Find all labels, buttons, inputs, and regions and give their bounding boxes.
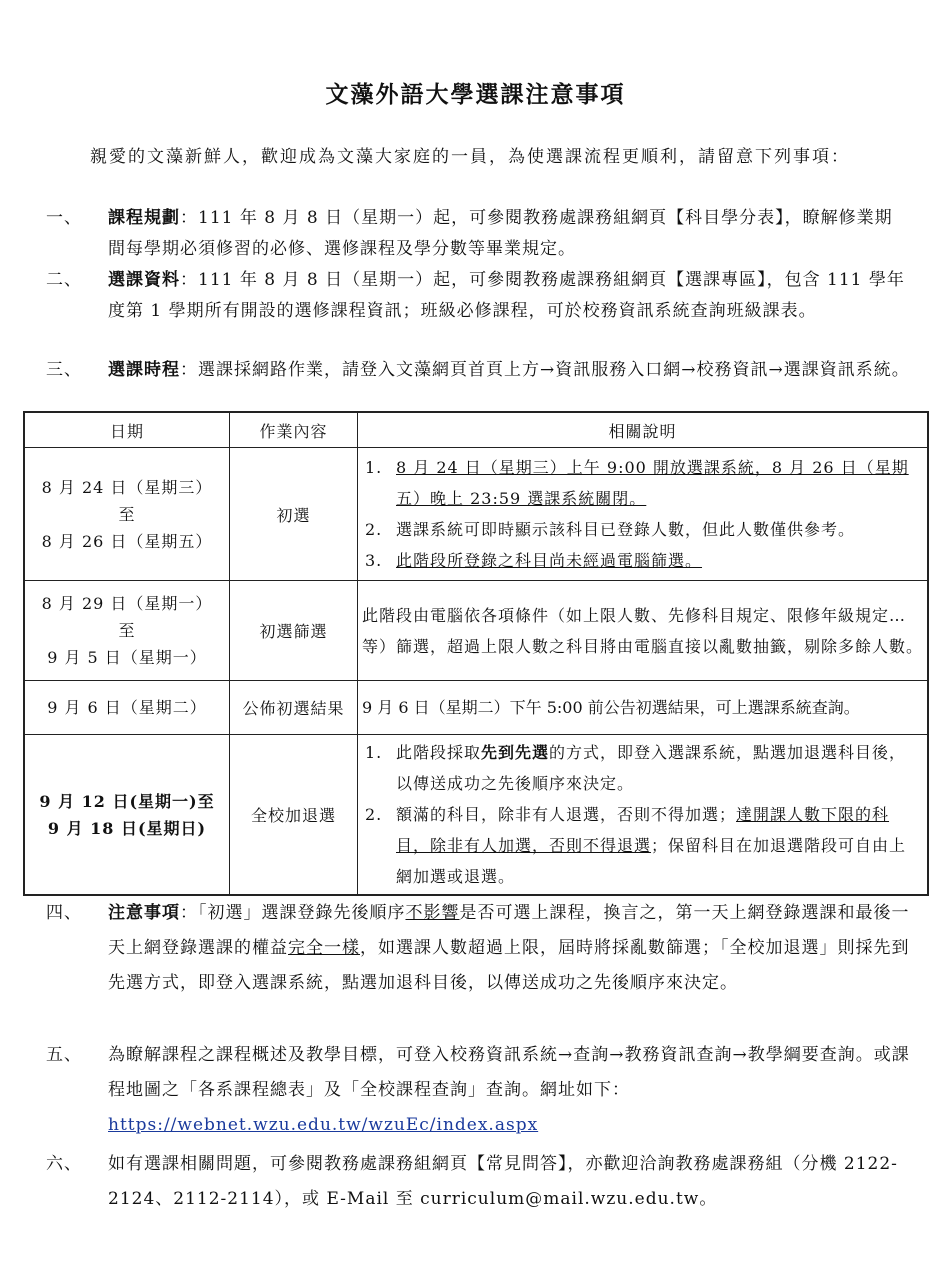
item-course-info [44, 265, 910, 327]
syllabus-link[interactable]: https://webnet.wzu.edu.tw/wzuEc/index.aspx [108, 1115, 539, 1135]
document-title: 文藻外語大學選課注意事項 [325, 81, 626, 108]
date-start: 8 月 24 日（星期三） [41, 477, 213, 497]
date-start: 8 月 29 日（星期一） [41, 594, 213, 613]
date-to: 至 [118, 621, 136, 640]
work-cell: 初選篩選 [230, 581, 358, 681]
list-item [362, 514, 923, 545]
item-text: ：選課採網路作業，請登入文藻網頁首頁上方→資訊服務入口網→校務資訊→選課資訊系統。 [180, 360, 910, 380]
header-date: 日期 [24, 412, 230, 448]
list-text: 選課系統可即時顯示該科目已登錄人數，但此人數僅供參考。 [396, 520, 856, 539]
list-number: 2. [365, 805, 383, 824]
item-number: 四、 [46, 903, 82, 923]
item-contact [44, 1147, 910, 1217]
item-text: ：「初選」選課登錄先後順序 [180, 903, 406, 923]
item-text: 為瞭解課程之課程概述及教學目標，可登入校務資訊系統→查詢→教務資訊查詢→教學綱要查詢。或課程地圖之「各系課程總表」及「全校課程查詢」查詢。網址如下： [108, 1045, 910, 1100]
list-item [362, 799, 923, 892]
item-label: 課程規劃 [108, 208, 180, 228]
item-syllabus [44, 1038, 910, 1143]
list-item [362, 545, 923, 576]
item-schedule [44, 355, 910, 386]
date-to: 至 [118, 504, 136, 524]
work-cell: 公佈初選結果 [230, 681, 358, 735]
list-item [362, 452, 923, 514]
date-end: 8 月 26 日（星期五） [41, 531, 213, 551]
item-text: ，如選課人數超過上限，屆時將採亂數篩選；「全校加退選」則採先到先選方式，即登入選課系統，點選加退科目後，以傳送成功之先後順序來決定。 [108, 938, 910, 993]
table-header-row [24, 412, 928, 448]
work-cell: 初選 [230, 448, 358, 581]
table-row [24, 448, 928, 581]
item-label: 選課時程 [108, 360, 180, 380]
item-text-underline: 完全一樣 [288, 938, 360, 958]
list-text-emphasis: 先到先選 [481, 743, 550, 762]
list-number: 2. [365, 520, 383, 539]
table-row [24, 735, 928, 896]
desc-cell [358, 735, 929, 896]
date-cell [24, 735, 230, 896]
desc-cell [358, 448, 929, 581]
list-number: 3. [365, 551, 383, 570]
item-course-planning [44, 203, 910, 265]
table-row [24, 581, 928, 681]
date-start: 9 月 12 日(星期一)至 [39, 791, 215, 811]
item-number: 六、 [46, 1154, 82, 1174]
item-number: 三、 [46, 360, 82, 380]
date-cell: 9 月 6 日（星期二） [24, 681, 230, 735]
schedule-table [23, 411, 929, 896]
date-cell [24, 581, 230, 681]
item-label: 注意事項 [108, 903, 180, 923]
work-cell: 全校加退選 [230, 735, 358, 896]
list-number: 1. [365, 743, 383, 762]
list-text-underline: 達開課人數下限的科目，除非有人加選，否則不得退選 [396, 805, 890, 855]
desc-cell: 此階段由電腦依各項條件（如上限人數、先修科目規定、限修年級規定…等）篩選，超過上限人數之科目將由電腦直接以亂數抽籤，剔除多餘人數。 [358, 581, 929, 681]
header-desc: 相關說明 [358, 412, 929, 448]
list-text: ；保留科目在加退選階段可自由上網加選或退選。 [396, 836, 907, 886]
list-item [362, 737, 923, 799]
list-number: 1. [365, 458, 383, 477]
item-text: 如有選課相關問題，可參閱教務處課務組網頁【常見問答】，亦歡迎洽詢教務處課務組（分機 2122-2124、2112-2114），或 E-Mail 至 curriculum@mail.wzu.edu.tw。 [108, 1154, 898, 1209]
item-number: 二、 [46, 270, 82, 290]
item-label: 選課資料 [108, 270, 180, 290]
item-text: ：111 年 8 月 8 日（星期一）起，可參閱教務處課務組網頁【科目學分表】，瞭解修業期間每學期必須修習的必修、選修課程及學分數等畢業規定。 [108, 208, 893, 259]
date-end: 9 月 5 日（星期一） [47, 648, 207, 667]
header-work: 作業內容 [230, 412, 358, 448]
item-text: 是否可選上課程，換言之，第一天上網登錄選課和最後一天上網登錄選課的權益 [108, 903, 910, 958]
table-row [24, 681, 928, 735]
item-number: 五、 [46, 1045, 82, 1065]
date-cell [24, 448, 230, 581]
item-text: ：111 年 8 月 8 日（星期一）起，可參閱教務處課務組網頁【選課專區】，包含 111 學年度第 1 學期所有開設的選修課程資訊；班級必修課程，可於校務資訊系統查詢班級課表。 [108, 270, 905, 321]
item-text-underline: 不影響 [405, 903, 460, 923]
list-text: 的方式，即登入選課系統，點選加退選科目後，以傳送成功之先後順序來決定。 [396, 743, 907, 793]
list-text: 此階段所登錄之科目尚未經過電腦篩選。 [396, 551, 703, 570]
list-text: 額滿的科目，除非有人退選，否則不得加選； [396, 805, 737, 824]
item-number: 一、 [46, 208, 82, 228]
date-end: 9 月 18 日(星期日) [47, 818, 207, 838]
desc-cell: 9 月 6 日（星期二）下午 5:00 前公告初選結果，可上選課系統查詢。 [358, 681, 929, 735]
list-text: 8 月 24 日（星期三）上午 9:00 開放選課系統，8 月 26 日（星期五）晚上 23:59 選課系統關閉。 [396, 458, 909, 508]
list-text: 此階段採取 [396, 743, 482, 762]
intro-paragraph: 親愛的文藻新鮮人，歡迎成為文藻大家庭的一員，為使選課流程更順利，請留意下列事項： [90, 147, 850, 167]
item-notes [44, 896, 910, 1001]
